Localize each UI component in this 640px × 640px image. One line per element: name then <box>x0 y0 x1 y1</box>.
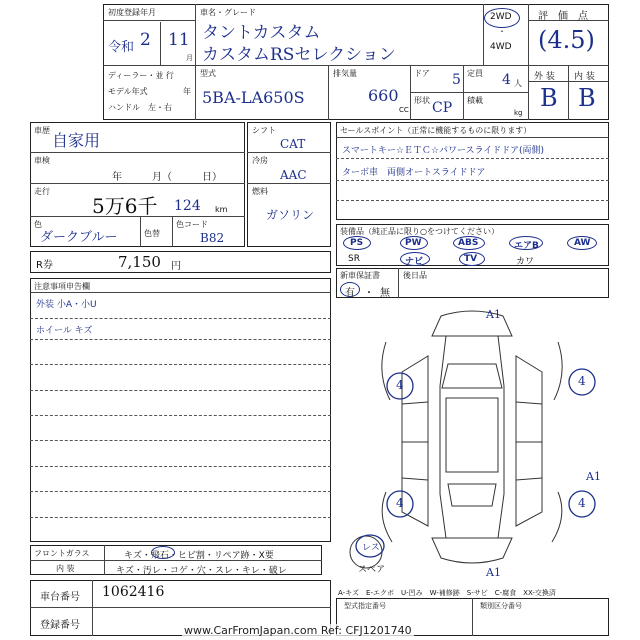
mileage-value: 5万6千 <box>92 194 158 218</box>
right-rear-fender <box>552 492 562 542</box>
sales-title: セールスポイント（正常に機能するものに限ります） <box>340 126 532 135</box>
warranty-yes: 有 <box>345 288 355 299</box>
windshield-outline <box>442 364 502 388</box>
equip-ps: PS <box>350 238 364 248</box>
left-side-outline <box>402 356 428 526</box>
interior-grade: B <box>578 84 596 112</box>
car-name: タントカスタム <box>202 23 321 43</box>
tire-rl-depth: 4 <box>396 496 404 510</box>
warranty-sep: ・ <box>364 288 374 299</box>
spare-label: スペア <box>358 565 386 575</box>
era-label: 令和 <box>108 40 135 55</box>
equipment-title: 装備品（純正品に限り○をつけてください） <box>340 227 499 236</box>
overall-score: (4.5) <box>538 26 595 54</box>
shape-value: CP <box>432 100 453 116</box>
car-name-label: 車名・グレード <box>200 8 256 17</box>
reg-number-label: 登録番号 <box>40 620 80 631</box>
warranty-no: 無 <box>380 288 390 299</box>
exterior-grade: B <box>540 84 558 112</box>
score-label: 評 価 点 <box>538 11 588 22</box>
color-code-value: B82 <box>200 231 225 245</box>
exterior-grade-label: 外 装 <box>534 72 555 82</box>
category-label: 類別区分番号 <box>480 602 522 610</box>
drive-4wd: 4WD <box>490 42 512 52</box>
damage-legend: A-キズ E-エクボ U-凹み W-補修跡 S-サビ C-腐食 XX-交換済 <box>338 589 556 597</box>
cc-unit: CC <box>399 106 409 114</box>
inspection-fields: 年 月（ 日） <box>112 172 222 183</box>
usage-label: 車歴 <box>34 126 50 135</box>
color-replace-label: 色替 <box>144 229 160 238</box>
interior-damage-label: 内 装 <box>56 564 75 573</box>
damage-a1-right: A1 <box>586 470 601 483</box>
shift-label: シフト <box>252 126 276 135</box>
front-glass-items: キズ・飛石・ヒビ割・リペア跡・X要 <box>124 551 274 561</box>
notes-title: 注意事項申告欄 <box>34 282 90 291</box>
rear-window-outline <box>448 484 496 506</box>
model-year-suffix: 年 <box>183 87 191 96</box>
capacity-unit: 人 <box>514 79 522 88</box>
chassis-value: 1062416 <box>102 584 165 600</box>
drive-dot: ・ <box>498 27 506 36</box>
note-line-2: ホイール キズ <box>36 326 93 336</box>
roof-outline <box>446 398 498 472</box>
right-side-outline <box>516 356 542 526</box>
kg-unit: kg <box>514 109 523 117</box>
watermark-text: www.CarFromJapan.com Ref: CFJ1201740 <box>184 624 412 637</box>
right-front-fender <box>554 342 562 400</box>
fuel-value: ガソリン <box>266 208 315 222</box>
body-top-outline <box>440 336 504 538</box>
color-value: ダークブルー <box>40 230 118 245</box>
warranty-label: 新車保証書 <box>340 271 380 280</box>
equip-sr: SR <box>348 254 360 264</box>
front-glass-label: フロントガラス <box>34 549 90 558</box>
km-unit: km <box>215 205 228 214</box>
reg-year: 2 <box>140 30 151 50</box>
equip-aw: AW <box>574 238 591 248</box>
shape-label: 形状 <box>414 96 430 105</box>
doors-value: 5 <box>452 72 461 88</box>
type-value: 5BA-LA650S <box>202 88 305 107</box>
drive-2wd: 2WD <box>490 12 512 22</box>
recycle-value: 7,150 <box>118 253 161 271</box>
equip-abs: ABS <box>458 238 479 248</box>
color-code-label: 色コード <box>176 220 208 229</box>
mileage-extra: 124 <box>174 198 201 214</box>
color-label: 色 <box>34 220 42 229</box>
ac-value: AAC <box>280 168 307 182</box>
type-label: 型式 <box>200 69 216 78</box>
load-label: 積載 <box>467 96 483 105</box>
chassis-label: 車台番号 <box>40 592 80 603</box>
grade-name: カスタムRSセレクション <box>202 45 396 65</box>
interior-grade-label: 内 装 <box>574 72 595 82</box>
tire-fr-depth: 4 <box>578 374 586 388</box>
model-year-label: モデル年式 <box>108 87 148 96</box>
interior-damage-items: キズ・汚レ・コゲ・穴・スレ・キレ・破レ <box>116 566 287 576</box>
ac-label: 冷房 <box>252 156 268 165</box>
mileage-label: 走行 <box>34 187 50 196</box>
dealer-label: ディーラー・並 行 <box>108 71 174 80</box>
equip-leather: カワ <box>516 257 535 267</box>
retrofit-label: 後日品 <box>403 271 427 280</box>
sales-line-1: スマートキー☆ＥＴＣ☆パワースライドドア(両側) <box>342 146 544 156</box>
sales-line-2: ターボ車 両側オートスライドドア <box>342 168 486 178</box>
damage-a1-rear: A1 <box>486 566 501 579</box>
equip-navi: ナビ <box>405 257 424 267</box>
note-line-1: 外装 小A・小U <box>36 300 97 310</box>
doors-label: ドア <box>414 69 430 78</box>
spare-status: レス <box>362 543 380 553</box>
capacity-label: 定員 <box>467 69 483 78</box>
damage-a1-front: A1 <box>486 308 501 321</box>
reg-month: 11 <box>168 30 190 50</box>
equip-airbag: エアB <box>514 241 539 251</box>
recycle-label: R券 <box>36 260 53 271</box>
month-suffix: 月 <box>186 54 193 62</box>
type-spec-label: 型式指定番号 <box>344 602 386 610</box>
recycle-unit: 円 <box>171 261 181 272</box>
handle-label: ハンドル 左・右 <box>108 103 172 112</box>
left-rear-fender <box>382 492 392 542</box>
equip-pw: PW <box>405 238 422 248</box>
inspection-label: 車検 <box>34 156 50 165</box>
chip-mark-circle <box>151 546 175 559</box>
first-reg-label: 初度登録年月 <box>108 8 156 17</box>
displacement-label: 排気量 <box>333 69 357 78</box>
rear-bumper-outline <box>432 538 512 563</box>
tire-rr-depth: 4 <box>578 496 586 510</box>
displacement-value: 660 <box>368 86 399 105</box>
fuel-label: 燃料 <box>252 187 268 196</box>
capacity-value: 4 <box>502 72 511 88</box>
equip-tv: TV <box>464 254 478 264</box>
usage-value: 自家用 <box>52 131 101 150</box>
tire-fl-depth: 4 <box>396 378 404 392</box>
shift-value: CAT <box>280 137 306 151</box>
